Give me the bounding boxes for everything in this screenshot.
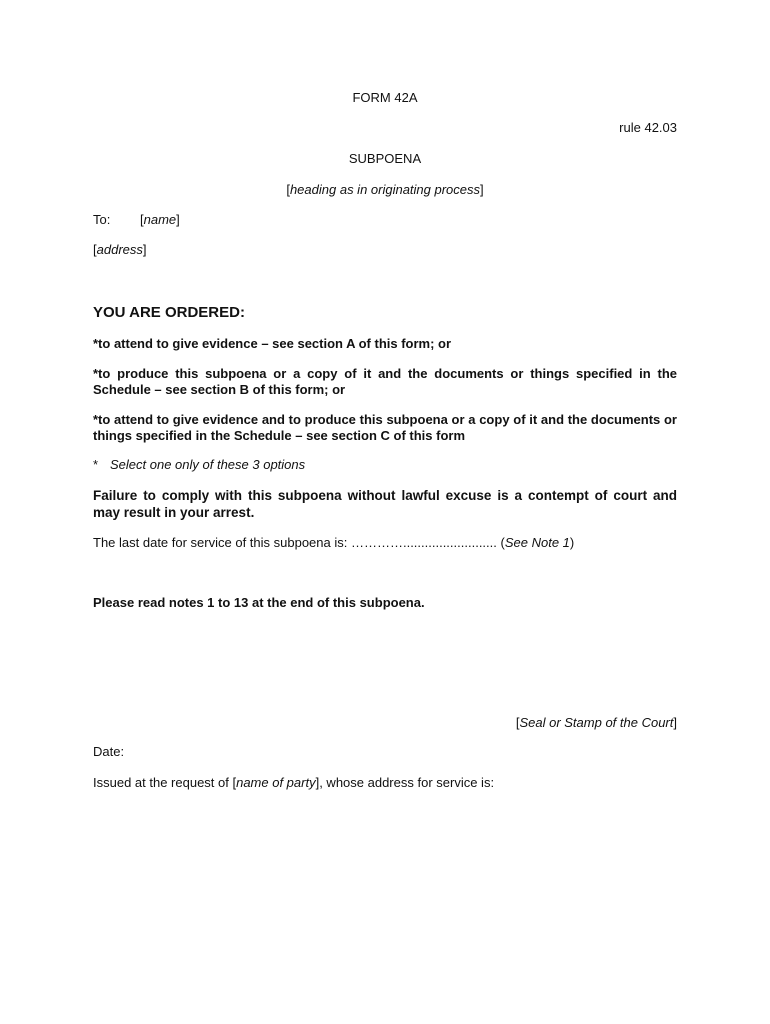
bracket-close: ] xyxy=(673,715,677,730)
party-placeholder: name of party xyxy=(236,775,316,790)
option-attend-and-produce: *to attend to give evidence and to produce this subpoena or a copy of it and the documents or things specified in the Schedule – see section C of this form xyxy=(93,412,677,443)
note-reference: See Note 1 xyxy=(504,535,570,550)
option-attend-evidence: *to attend to give evidence – see section A of this form; or xyxy=(93,336,452,351)
document-title: SUBPOENA xyxy=(348,151,422,166)
heading-note-text: heading as in originating process xyxy=(289,182,481,197)
option-produce-documents: *to produce this subpoena or a copy of it and the documents or things specified in the Schedule – see section B of this form; or xyxy=(93,366,677,397)
recipient-address-line xyxy=(93,242,677,257)
ordered-heading: YOU ARE ORDERED: xyxy=(93,304,245,321)
bracket-open: [ xyxy=(515,715,520,730)
heading-note xyxy=(0,182,770,197)
issued-suffix: ], whose address for service is: xyxy=(315,775,495,790)
seal-text: Seal or Stamp of the Court xyxy=(519,715,674,730)
recipient-address-placeholder: address xyxy=(96,242,143,257)
issued-line xyxy=(93,775,677,790)
bracket-open: [ xyxy=(140,212,144,227)
read-notes: Please read notes 1 to 13 at the end of this subpoena. xyxy=(93,595,425,610)
to-label: To: xyxy=(93,212,111,227)
issued-prefix: Issued at the request of [ xyxy=(93,775,237,790)
last-date-text: The last date for service of this subpoena is: ………….......................... xyxy=(93,535,497,550)
date-label: Date: xyxy=(93,744,125,759)
bracket-close: ] xyxy=(142,242,147,257)
bracket-open: [ xyxy=(93,242,97,257)
bracket-close: ] xyxy=(480,182,484,197)
paren-open: ( xyxy=(496,535,505,550)
select-note-text: Select one only of these 3 options xyxy=(110,457,306,472)
asterisk: * xyxy=(93,457,99,472)
select-note xyxy=(93,457,677,472)
rule-reference: rule 42.03 xyxy=(619,120,677,135)
recipient-name-line xyxy=(93,212,677,227)
failure-warning: Failure to comply with this subpoena without lawful excuse is a contempt of court and may result in your arrest. xyxy=(93,488,677,520)
seal-placeholder xyxy=(516,715,677,730)
last-date-line xyxy=(93,535,677,550)
recipient-name-placeholder: name xyxy=(143,212,177,227)
paren-close: ) xyxy=(569,535,575,550)
form-title: FORM 42A xyxy=(352,90,418,105)
bracket-close: ] xyxy=(176,212,180,227)
bracket-open: [ xyxy=(286,182,290,197)
